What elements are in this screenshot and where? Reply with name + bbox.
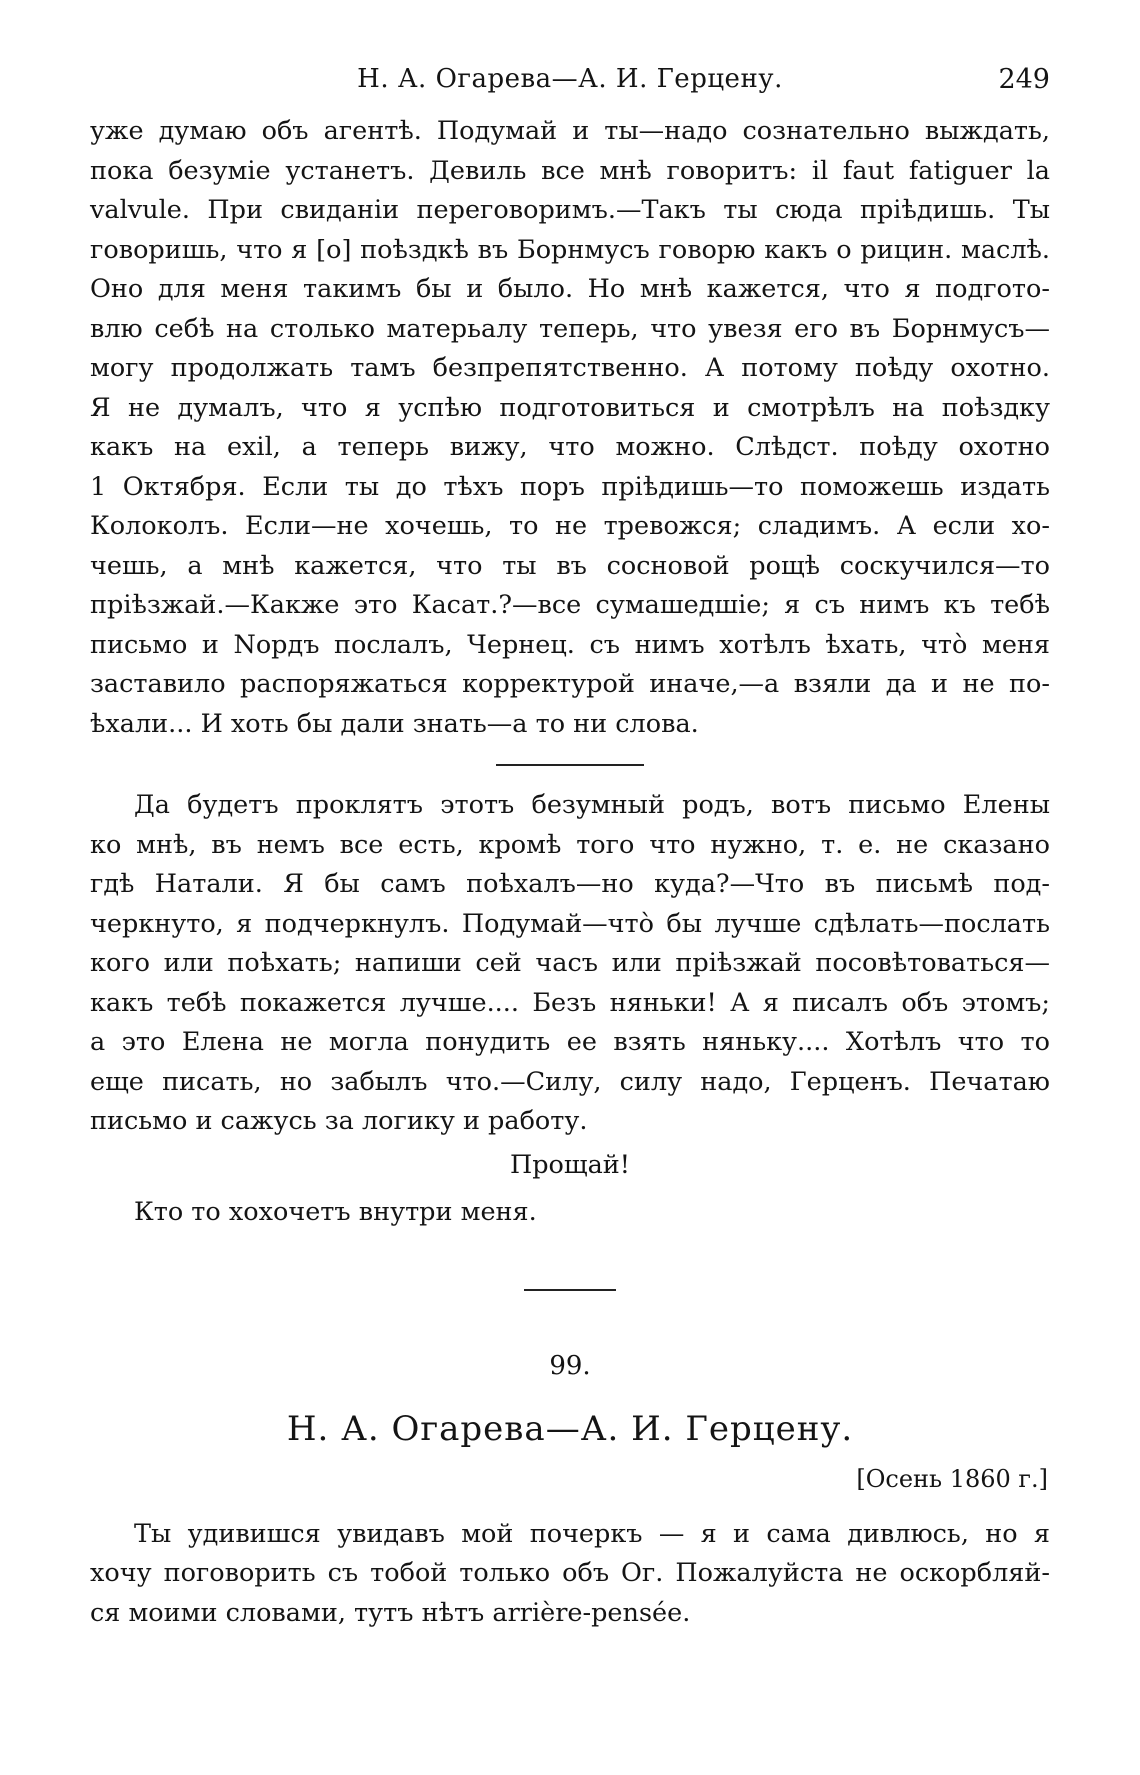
text-line: ся моими словами, тутъ нѣтъ arrière-pensée. xyxy=(90,1597,691,1628)
letter-heading: Н. А. Огарева—А. И. Герцену. xyxy=(286,1408,854,1449)
text-line: ко мнѣ, въ немъ все есть, кромѣ того что нужно, т. е. не сказано xyxy=(90,829,1050,860)
text-line: еще писать, но забылъ что.—Силу, силу надо, Герценъ. Печатаю xyxy=(90,1066,1050,1097)
text-line: а это Елена не могла понудить ее взять няньку.... Хотѣлъ что то xyxy=(90,1027,1050,1057)
text-line: говоришь, что я [о] поѣздкѣ въ Борнмусъ говорю какъ о рицин. маслѣ. xyxy=(90,234,1050,265)
paragraph-2 xyxy=(90,786,1050,1142)
text-line: хочу поговорить съ тобой только объ Ог. Пожалуйста не оскорбляй- xyxy=(90,1558,1050,1588)
text-line: письмо и сажусь за логику и работу. xyxy=(90,1106,588,1136)
text-line: Да будетъ проклятъ этотъ безумный родъ, вотъ письмо Елены xyxy=(134,790,1050,820)
text-line: могу продолжать тамъ безпрепятственно. А потому поѣду охотно. xyxy=(90,353,1050,383)
text-line: какъ на exil, а теперь вижу, что можно. Слѣдст. поѣду охотно xyxy=(90,432,1050,462)
text-line: valvule. При свиданіи переговоримъ.—Такъ ты сюда пріѣдишь. Ты xyxy=(90,195,1050,225)
text-line: черкнуто, я подчеркнулъ. Подумай—что̀ бы лучше сдѣлать—послать xyxy=(90,908,1050,939)
text-line: ѣхали... И хоть бы дали знать—а то ни слова. xyxy=(90,708,699,739)
text-line: Оно для меня такимъ бы и было. Но мнѣ кажется, что я подгото- xyxy=(90,274,1050,304)
letter-date: [Осень 1860 г.] xyxy=(856,1464,1048,1493)
section-divider xyxy=(524,1289,616,1291)
paragraph-3 xyxy=(90,1515,1050,1634)
text-line: кого или поѣхать; напиши сей часъ или пріѣзжай посовѣтоваться— xyxy=(90,948,1050,978)
text-line: гдѣ Натали. Я бы самъ поѣхалъ—но куда?—Что въ письмѣ под- xyxy=(90,869,1050,899)
text-line: Кто то хохочетъ внутри меня. xyxy=(134,1197,537,1227)
paragraph-1 xyxy=(90,112,1050,744)
text-line: чешь, а мнѣ кажется, что ты въ сосновой рощѣ соскучился—то xyxy=(90,550,1050,581)
text-line: пока безуміе устанетъ. Девиль все мнѣ говоритъ: il faut fatiguer la xyxy=(90,155,1050,186)
text-line: заставило распоряжаться корректурой иначе,—а взяли да и не по- xyxy=(90,669,1050,699)
letter-number: 99. xyxy=(549,1350,591,1381)
text-line: пріѣзжай.—Какже это Касат.?—все сумашедшіе; я съ нимъ къ тебѣ xyxy=(90,590,1050,620)
farewell: Прощай! xyxy=(509,1149,631,1180)
text-line: Колоколъ. Если—не хочешь, то не тревожся; сладимъ. А если хо- xyxy=(90,511,1050,541)
page-number: 249 xyxy=(998,64,1050,95)
text-line: письмо и Nордъ послалъ, Чернец. съ нимъ хотѣлъ ѣхать, что̀ меня xyxy=(90,629,1050,660)
book-page xyxy=(90,56,1050,1633)
section-divider xyxy=(496,764,644,766)
postscript xyxy=(90,1193,1050,1233)
text-line: уже думаю объ агентѣ. Подумай и ты—надо сознательно выждать, xyxy=(90,116,1050,146)
running-head xyxy=(90,56,1050,106)
running-title: Н. А. Огарева—А. И. Герцену. xyxy=(357,64,783,94)
text-line: какъ тебѣ покажется лучше.... Безъ няньки! А я писалъ объ этомъ; xyxy=(90,987,1050,1018)
text-line: Я не думалъ, что я успѣю подготовиться и смотрѣлъ на поѣздку xyxy=(90,392,1050,423)
text-line: 1 Октября. Если ты до тѣхъ поръ пріѣдишь—то поможешь издать xyxy=(90,471,1050,502)
text-line: Ты удивишся увидавъ мой почеркъ — я и сама дивлюсь, но я xyxy=(134,1518,1050,1549)
text-line: влю себѣ на столько матерьалу теперь, что увезя его въ Борнмусъ— xyxy=(90,313,1050,344)
